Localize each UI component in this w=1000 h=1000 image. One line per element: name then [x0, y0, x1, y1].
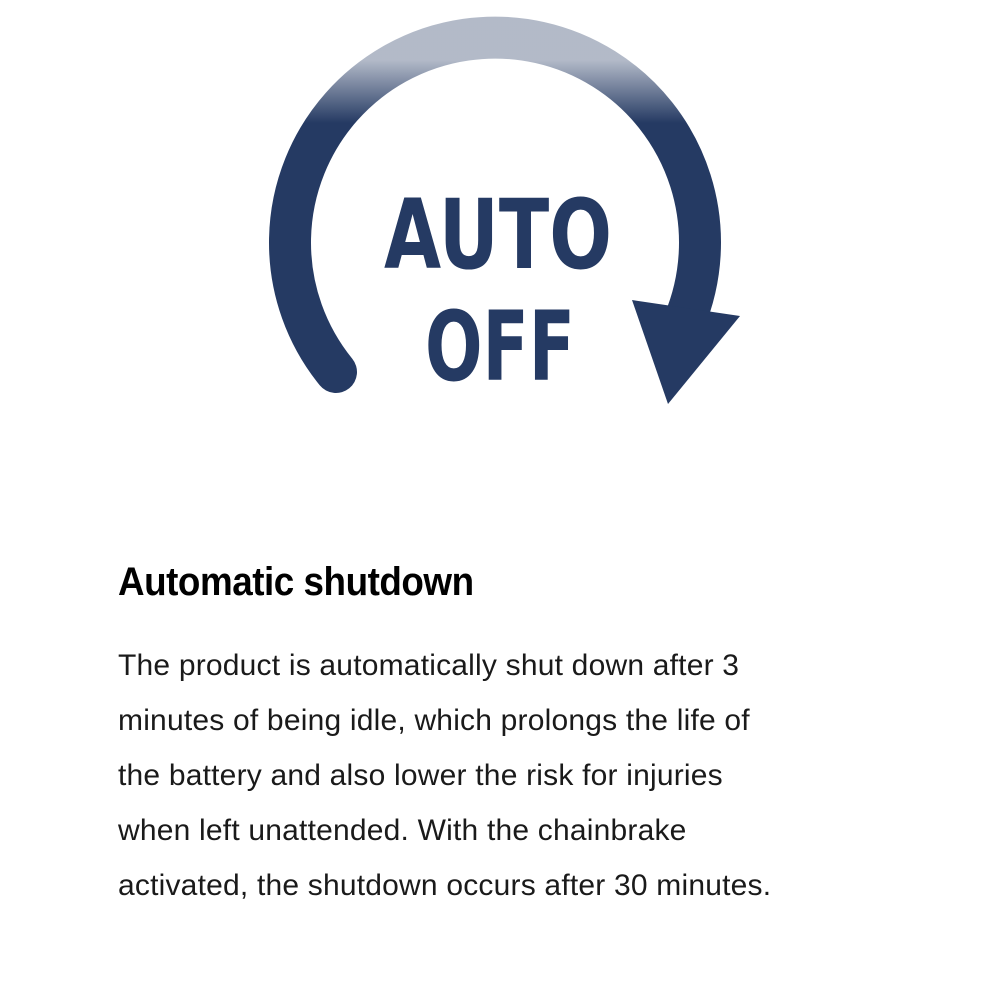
icon-text-line2: OFF: [425, 291, 575, 403]
feature-content: [118, 556, 918, 913]
description-line: activated, the shutdown occurs after 30 minutes.: [118, 869, 772, 902]
description-line: when left unattended. With the chainbrake: [118, 814, 687, 847]
description-line: the battery and also lower the risk for injuries: [118, 759, 723, 792]
arrow-head-icon: [632, 300, 740, 404]
auto-off-icon: [0, 0, 1000, 460]
feature-heading: Automatic shutdown: [118, 560, 474, 604]
feature-description: [118, 638, 918, 913]
description-line: minutes of being idle, which prolongs the life of: [118, 704, 750, 737]
description-line: The product is automatically shut down after 3: [118, 649, 740, 682]
icon-text-line1: AUTO: [384, 179, 612, 291]
